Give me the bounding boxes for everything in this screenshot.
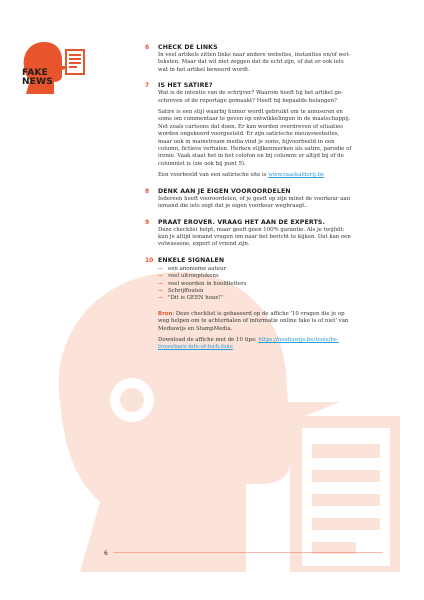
- list-item-text: een anonieme auteur: [168, 265, 226, 272]
- source-body: [158, 311, 407, 352]
- fake-news-logo-icon: [18, 36, 90, 96]
- section-title: PRAAT EROVER. VRAAG HET AAN DE EXPERTS.: [158, 218, 325, 226]
- list-item-text: "Dit is GEEN hoax!": [168, 295, 223, 302]
- section-number: 9: [145, 218, 150, 226]
- list-item-text: veel uitroeptekens: [168, 273, 219, 280]
- download-link[interactable]: https://mediawijs.be/tools/be-: [258, 336, 339, 343]
- example-text: Een voorbeeld van een satirische site is: [158, 172, 269, 179]
- body-line: Iedereen heeft vooroordelen, of je geeft op zijn minst de voorkeur aan: [158, 195, 351, 202]
- body-line: Wat is de intentie van de schrijver? Waarom heeft hij het artikel ge-: [158, 90, 344, 97]
- section-body: [158, 227, 407, 249]
- section-number: 10: [145, 256, 154, 264]
- list-item: [158, 288, 407, 295]
- section-body: [158, 90, 407, 179]
- section-body: [158, 52, 407, 74]
- section-title: CHECK DE LINKS: [158, 44, 218, 51]
- body-line: soms om commentaar te geven op ontwikkelingen in de maatschappij.: [158, 116, 351, 123]
- checklist-content: [145, 44, 407, 360]
- logo-text: [22, 69, 53, 87]
- section-9: [145, 219, 407, 249]
- section-number: 6: [145, 44, 150, 51]
- section-title: IS HET SATIRE?: [158, 82, 213, 90]
- download-line: [158, 337, 407, 344]
- arrow-right-icon: →: [158, 295, 163, 302]
- body-line: maar ook in mainstream media vind je soms, bijvoorbeeld in een: [158, 138, 335, 145]
- body-line: columnist is (zie ook bij punt 5).: [158, 160, 246, 167]
- body-line: volwassene, expert of vriend zijn.: [158, 241, 250, 248]
- signal-list: [158, 266, 407, 303]
- section-6: [145, 44, 407, 74]
- download-text: Download de affiche met de 10 tips:: [158, 336, 259, 343]
- body-line: Satire is een stijl waarbij humor wordt gebruikt om te amuseren en: [158, 109, 343, 116]
- download-link-continued[interactable]: trouwbare-info-of-toch-fake: [158, 344, 233, 351]
- section-title: ENKELE SIGNALEN: [158, 256, 225, 264]
- satire-site-link[interactable]: www.raaskalderij.be: [268, 172, 325, 179]
- body-line: ironie. Vaak staat het in het colofon en bij columns er altijd bij of de: [158, 153, 344, 160]
- source-note: [145, 311, 407, 352]
- body-line: column, fictieve verhalen. Herken stijlkenmerken als satire, parodie of: [158, 146, 352, 153]
- footer-divider: [113, 552, 383, 553]
- section-8: [145, 188, 407, 211]
- section-number: 7: [145, 82, 150, 90]
- list-item-text: Schrijffouten: [168, 287, 204, 294]
- source-label: Bron: [158, 310, 173, 317]
- body-line: schreven of de reportage gemaakt? Heeft hij bepaalde belangen?: [158, 97, 337, 104]
- logo-line-fake: FAKE: [22, 68, 49, 78]
- list-item: [158, 295, 407, 302]
- list-item: [158, 273, 407, 280]
- section-body: [158, 196, 407, 211]
- arrow-right-icon: →: [158, 273, 163, 280]
- list-item: [158, 266, 407, 273]
- body-line: weg helpen om te achterhalen of informatie online fake is of niet' van: [158, 318, 349, 325]
- arrow-right-icon: →: [158, 265, 163, 272]
- source-text: : Deze checklist is gebaseerd op de affiche '10 vragen die je op: [172, 310, 345, 317]
- body-line: Deze checklist helpt, maar geeft geen 100% garantie. Als je twijfelt:: [158, 226, 345, 233]
- body-line: teksten. Maar dat wil niet zeggen dat de echt zijn, of dat er ook iets: [158, 59, 344, 66]
- section-7: [145, 82, 407, 179]
- body-line: wat in het artikel beweerd wordt.: [158, 66, 250, 73]
- logo-line-news: NEWS: [22, 77, 53, 87]
- body-line: worden ongekeerd voorgesteld. Er zijn satirische nieuwswebsites,: [158, 131, 340, 138]
- list-item-text: veel woorden in hoofdletters: [168, 280, 247, 287]
- page-number: 6: [104, 550, 108, 557]
- list-item: [158, 281, 407, 288]
- body-line: iemand die iets zegt dat je eigen voorkeur weghraagt..: [158, 203, 308, 210]
- body-line: Net zoals cartoons dat doen. Er kan worden overdreven of situaties: [158, 123, 344, 130]
- arrow-right-icon: →: [158, 280, 163, 287]
- section-title: DENK AAN JE EIGEN VOOROORDELEN: [158, 187, 291, 195]
- arrow-right-icon: →: [158, 287, 163, 294]
- body-line: [158, 311, 407, 318]
- body-line: kun je altijd iemand vragen om naar het bericht te kijken. Dat kan een: [158, 233, 351, 240]
- section-number: 8: [145, 187, 150, 195]
- body-line: Mediawijs en StampMedia.: [158, 325, 233, 332]
- body-line: In veel artikels zitten links naar andere websites, instanties en/of wet-: [158, 52, 351, 58]
- section-10: [145, 257, 407, 303]
- satire-example: [158, 172, 407, 179]
